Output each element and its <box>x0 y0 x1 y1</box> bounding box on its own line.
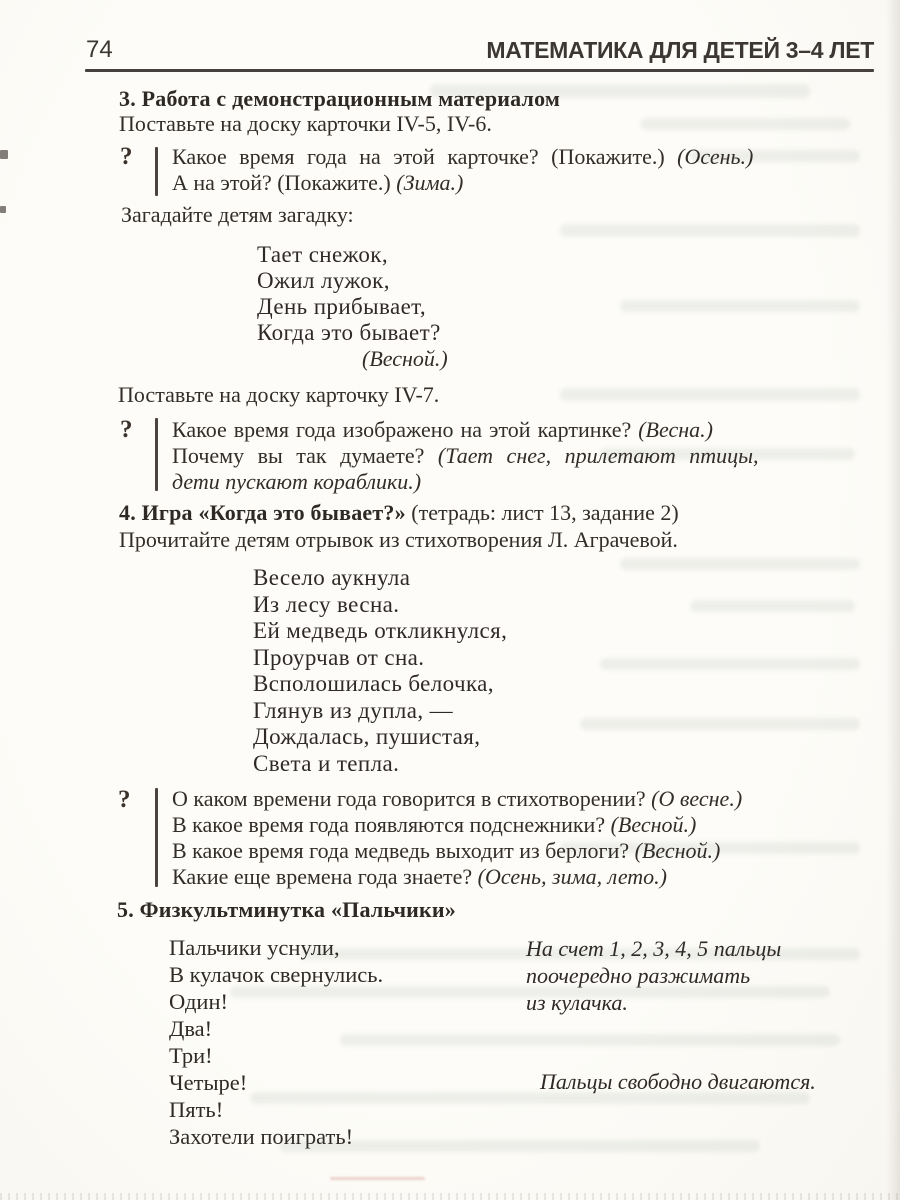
question-bar <box>155 788 158 887</box>
section5-heading: 5. Физкультминутка «Пальчики» <box>117 897 457 922</box>
poem-line: Пальчики уснули, <box>169 935 340 960</box>
question-text: В какое время года появляются подснежники? <box>172 812 606 837</box>
poem-line: Тает снежок, <box>257 242 388 267</box>
answer-text: (Зима.) <box>396 170 464 195</box>
answer-text: (Весна.) <box>638 417 713 442</box>
poem-line: Всполошилась белочка, <box>253 671 494 696</box>
riddle-answer: (Весной.) <box>362 346 448 371</box>
bleed-through-artifact <box>580 718 860 730</box>
section4-heading <box>119 500 679 526</box>
exercise-instruction <box>526 935 781 1016</box>
poem-line: В кулачок свернулись. <box>169 962 384 987</box>
question-line <box>172 864 874 890</box>
answer-text: (Осень, зима, лето.) <box>477 864 668 889</box>
question-text: Почему вы так думаете? <box>172 443 425 468</box>
question-block-2 <box>172 417 874 495</box>
exercise-note: Пальцы свободно двигаются. <box>540 1069 816 1094</box>
question-text: В какое время года медведь выходит из берлоги? <box>172 838 630 863</box>
poem-line: Ей медведь откликнулся, <box>253 618 508 643</box>
header-rule <box>85 69 874 72</box>
page-number: 74 <box>86 36 113 63</box>
bleed-through-artifact <box>620 300 860 312</box>
poem-line: Пять! <box>169 1097 224 1122</box>
poem-line: Три! <box>169 1043 213 1068</box>
bleed-through-artifact <box>600 658 860 670</box>
scan-mark <box>330 1177 425 1180</box>
scan-edge-shadow <box>886 0 900 1200</box>
question-line <box>172 786 874 812</box>
question-line <box>172 144 874 170</box>
answer-text: (О весне.) <box>651 786 743 811</box>
poem-line: Весело аукнула <box>253 565 411 590</box>
answer-text: (Весной.) <box>634 838 721 863</box>
poem-line: Проурчав от сна. <box>253 644 425 670</box>
poem-line: Света и тепла. <box>253 750 400 776</box>
poem-line: Четыре! <box>169 1070 248 1095</box>
question-mark-icon: ? <box>120 416 133 443</box>
poem-line: Ожил лужок, <box>257 268 390 293</box>
answer-text: (Тает снег, прилетают птицы, <box>437 443 759 468</box>
bleed-through-artifact <box>560 388 860 401</box>
question-bar <box>155 418 158 491</box>
scan-edge-mark <box>0 150 8 159</box>
question-bar <box>155 147 158 196</box>
question-text: О каком времени года говорится в стихотворении? <box>172 786 646 811</box>
section3-heading: 3. Работа с демонстрационным материалом <box>119 86 561 111</box>
question-block-3 <box>172 786 874 890</box>
bleed-through-artifact <box>640 118 850 130</box>
question-text: Какие еще времена года знаете? <box>172 864 473 889</box>
section3-setup1: Поставьте на доску карточки IV-5, IV-6. <box>119 111 492 136</box>
bleed-through-artifact <box>560 224 860 237</box>
question-line <box>172 812 874 838</box>
section4-heading-rest: (тетрадь: лист 13, задание 2) <box>405 500 679 525</box>
scan-edge-mark <box>0 206 6 213</box>
question-mark-icon: ? <box>120 143 133 170</box>
bleed-through-artifact <box>620 558 860 570</box>
poem-line: Глянув из дупла, — <box>253 697 454 723</box>
bleed-through-artifact <box>340 1034 840 1046</box>
instruction-line: На счет 1, 2, 3, 4, 5 пальцы <box>526 936 782 961</box>
section4-heading-bold: 4. Игра «Когда это бывает?» <box>119 500 406 525</box>
running-head-title: МАТЕМАТИКА ДЛЯ ДЕТЕЙ 3–4 ЛЕТ <box>486 37 874 63</box>
instruction-line: из кулачка. <box>526 990 628 1015</box>
section4-intro: Прочитайте детям отрывок из стихотворения Л. Аграчевой. <box>119 527 678 552</box>
answer-continuation: дети пускают кораблики.) <box>172 469 422 494</box>
question-text: Какое время года на этой карточке? (Покажите.) <box>172 144 665 169</box>
riddle-poem <box>257 242 441 346</box>
bleed-through-artifact <box>690 600 855 612</box>
poem-line: Из лесу весна. <box>253 591 400 617</box>
question-line <box>172 838 874 864</box>
question-line <box>172 417 874 443</box>
question-line <box>172 170 874 196</box>
spring-poem <box>253 565 507 777</box>
poem-line: День прибывает, <box>257 294 427 319</box>
scan-bottom-edge <box>0 1193 900 1200</box>
poem-line: Захотели поиграть! <box>169 1124 354 1149</box>
poem-line: Один! <box>169 989 228 1014</box>
question-line <box>172 443 874 469</box>
question-text: А на этой? (Покажите.) <box>172 170 391 195</box>
question-text: Какое время года изображено на этой картинке? <box>172 417 632 442</box>
question-block-1 <box>172 144 874 196</box>
riddle-intro: Загадайте детям загадку: <box>121 202 354 227</box>
answer-text: (Весной.) <box>610 812 697 837</box>
fingers-poem <box>169 934 383 1150</box>
instruction-line: поочередно разжимать <box>526 963 751 988</box>
question-mark-icon: ? <box>118 786 131 813</box>
section3-setup2: Поставьте на доску карточку IV-7. <box>118 382 440 407</box>
poem-line: Два! <box>169 1016 213 1041</box>
poem-line: Дождалась, пушистая, <box>253 724 481 749</box>
answer-text: (Осень.) <box>677 144 754 169</box>
poem-line: Когда это бывает? <box>257 320 441 345</box>
